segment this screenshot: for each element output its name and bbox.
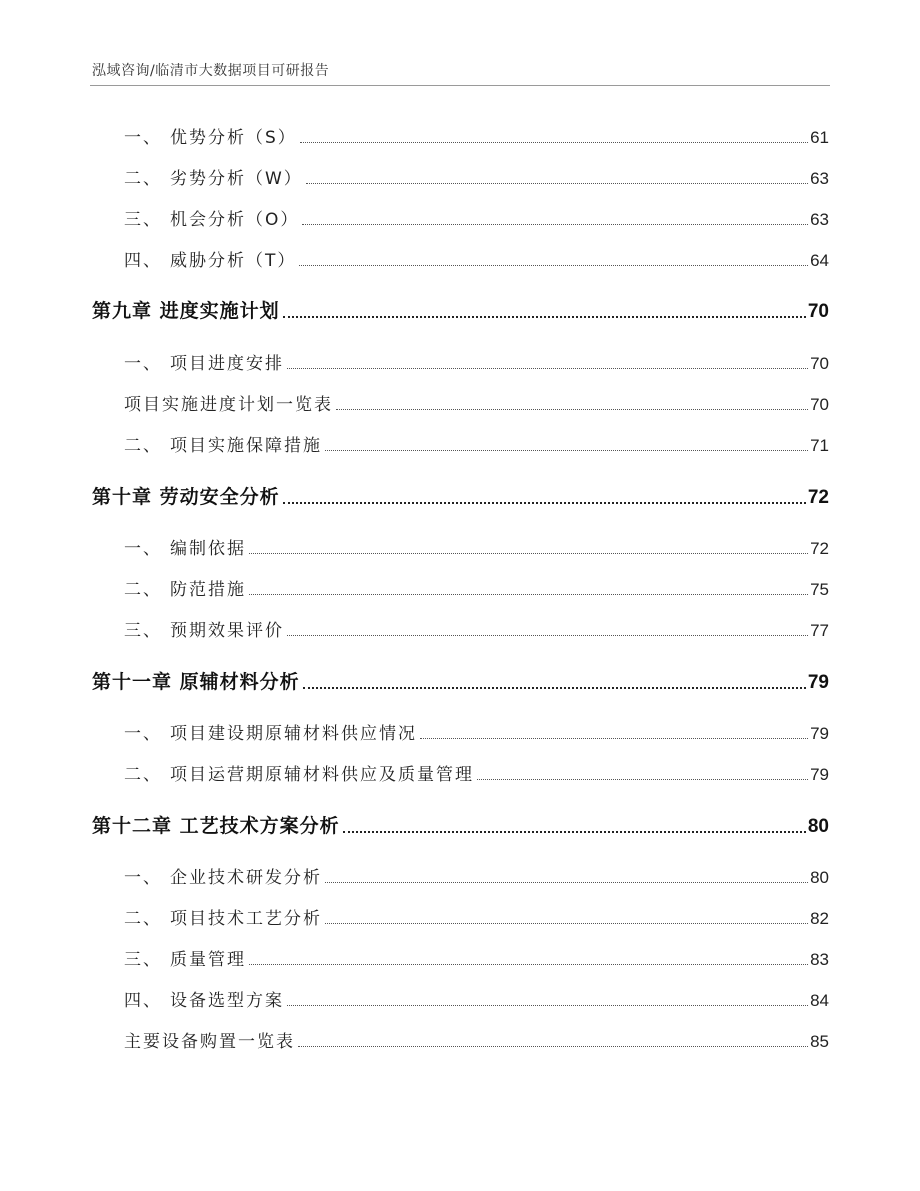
toc-entry-title: 防范措施 xyxy=(170,580,246,600)
toc-entry-title: 劣势分析（W） xyxy=(170,169,303,189)
toc-dot-leader xyxy=(249,553,808,554)
toc-section-entry[interactable] xyxy=(124,946,829,970)
toc-entry-number: 一、 xyxy=(124,128,162,148)
toc-page-number: 63 xyxy=(810,169,829,188)
toc-dot-leader xyxy=(302,224,808,225)
toc-page-number: 85 xyxy=(810,1032,829,1051)
toc-page-number: 71 xyxy=(810,436,829,455)
toc-section-entry[interactable] xyxy=(124,206,829,230)
toc-entry-label xyxy=(124,534,246,559)
toc-entry-number: 二、 xyxy=(124,580,162,600)
toc-dot-leader xyxy=(477,779,808,780)
toc-entry-number: 四、 xyxy=(124,991,162,1011)
toc-entry-label xyxy=(124,945,246,970)
toc-dot-leader xyxy=(287,1005,808,1006)
toc-section-entry[interactable] xyxy=(124,391,829,415)
toc-entry-number: 二、 xyxy=(124,436,162,456)
toc-section-entry[interactable] xyxy=(124,124,829,148)
toc-dot-leader xyxy=(325,450,808,451)
toc-page-number: 61 xyxy=(810,128,829,147)
toc-dot-leader xyxy=(283,502,806,504)
toc-entry-title: 主要设备购置一览表 xyxy=(124,1032,295,1052)
toc-dot-leader xyxy=(325,882,808,883)
toc-entry-label xyxy=(124,164,303,189)
toc-entry-title: 威胁分析（T） xyxy=(170,251,297,271)
toc-entry-label xyxy=(92,482,280,509)
toc-dot-leader xyxy=(420,738,808,739)
toc-dot-leader xyxy=(287,368,808,369)
toc-page-number: 79 xyxy=(807,672,829,693)
toc-entry-title: 项目实施进度计划一览表 xyxy=(124,395,333,415)
toc-entry-title: 第九章 进度实施计划 xyxy=(92,300,280,322)
toc-page-number: 70 xyxy=(807,301,829,322)
toc-page-number: 70 xyxy=(810,354,829,373)
toc-page-number: 80 xyxy=(807,816,829,837)
toc-entry-label xyxy=(92,296,280,323)
toc-entry-number: 一、 xyxy=(124,868,162,888)
toc-entry-title: 项目进度安排 xyxy=(170,354,284,374)
toc-page-number: 64 xyxy=(810,251,829,270)
toc-entry-title: 编制依据 xyxy=(170,539,246,559)
toc-page-number: 79 xyxy=(810,765,829,784)
toc-dot-leader xyxy=(283,316,806,318)
toc-chapter-entry[interactable] xyxy=(92,297,829,323)
toc-dot-leader xyxy=(303,687,806,689)
toc-entry-number: 二、 xyxy=(124,169,162,189)
toc-entry-label xyxy=(124,246,296,271)
toc-section-entry[interactable] xyxy=(124,617,829,641)
toc-dot-leader xyxy=(249,594,808,595)
header-divider xyxy=(90,85,830,86)
toc-entry-title: 预期效果评价 xyxy=(170,621,284,641)
toc-page-number: 80 xyxy=(810,868,829,887)
toc-entry-title: 第十一章 原辅材料分析 xyxy=(92,671,300,693)
toc-entry-title: 优势分析（S） xyxy=(170,128,297,148)
toc-page-number: 79 xyxy=(810,724,829,743)
toc-dot-leader xyxy=(287,635,808,636)
toc-entry-label xyxy=(92,811,340,838)
toc-dot-leader xyxy=(306,183,808,184)
toc-entry-label xyxy=(124,123,297,148)
toc-section-entry[interactable] xyxy=(124,576,829,600)
toc-section-entry[interactable] xyxy=(124,350,829,374)
toc-entry-label xyxy=(124,205,299,230)
toc-section-entry[interactable] xyxy=(124,165,829,189)
toc-entry-title: 机会分析（O） xyxy=(170,210,300,230)
toc-entry-label xyxy=(124,1027,295,1052)
toc-entry-number: 一、 xyxy=(124,724,162,744)
toc-dot-leader xyxy=(343,831,806,833)
toc-page-number: 82 xyxy=(810,909,829,928)
toc-entry-label xyxy=(124,719,417,744)
toc-entry-number: 二、 xyxy=(124,765,162,785)
toc-page-number: 77 xyxy=(810,621,829,640)
toc-entry-label xyxy=(124,575,246,600)
toc-dot-leader xyxy=(298,1046,808,1047)
toc-dot-leader xyxy=(300,142,808,143)
toc-entry-label xyxy=(124,390,333,415)
toc-page-number: 72 xyxy=(810,539,829,558)
toc-entry-title: 项目建设期原辅材料供应情况 xyxy=(170,724,417,744)
toc-section-entry[interactable] xyxy=(124,905,829,929)
toc-section-entry[interactable] xyxy=(124,535,829,559)
toc-section-entry[interactable] xyxy=(124,987,829,1011)
toc-entry-number: 四、 xyxy=(124,251,162,271)
toc-page-number: 83 xyxy=(810,950,829,969)
toc-entry-title: 第十二章 工艺技术方案分析 xyxy=(92,815,340,837)
toc-entry-title: 设备选型方案 xyxy=(170,991,284,1011)
toc-page-number: 72 xyxy=(807,487,829,508)
toc-page-number: 75 xyxy=(810,580,829,599)
toc-dot-leader xyxy=(249,964,808,965)
toc-dot-leader xyxy=(325,923,808,924)
toc-entry-label xyxy=(124,904,322,929)
toc-entry-label xyxy=(124,616,284,641)
toc-page-number: 70 xyxy=(810,395,829,414)
toc-entry-label xyxy=(124,863,322,888)
toc-section-entry[interactable] xyxy=(124,432,829,456)
toc-entry-title: 项目技术工艺分析 xyxy=(170,909,322,929)
toc-section-entry[interactable] xyxy=(124,247,829,271)
toc-entry-title: 第十章 劳动安全分析 xyxy=(92,486,280,508)
toc-chapter-entry[interactable] xyxy=(92,483,829,509)
toc-entry-label xyxy=(124,431,322,456)
toc-entry-number: 三、 xyxy=(124,210,162,230)
toc-entry-label xyxy=(92,667,300,694)
toc-entry-number: 二、 xyxy=(124,909,162,929)
toc-section-entry[interactable] xyxy=(124,1028,829,1052)
toc-entry-number: 一、 xyxy=(124,354,162,374)
toc-section-entry[interactable] xyxy=(124,720,829,744)
toc-entry-title: 质量管理 xyxy=(170,950,246,970)
toc-chapter-entry[interactable] xyxy=(92,812,829,838)
toc-entry-label xyxy=(124,349,284,374)
toc-entry-title: 企业技术研发分析 xyxy=(170,868,322,888)
toc-entry-number: 三、 xyxy=(124,950,162,970)
toc-page-number: 84 xyxy=(810,991,829,1010)
toc-entry-title: 项目实施保障措施 xyxy=(170,436,322,456)
toc-dot-leader xyxy=(299,265,808,266)
toc-section-entry[interactable] xyxy=(124,761,829,785)
toc-entry-number: 三、 xyxy=(124,621,162,641)
page-header: 泓域咨询/临清市大数据项目可研报告 xyxy=(92,63,330,79)
toc-entry-label xyxy=(124,760,474,785)
toc-entry-title: 项目运营期原辅材料供应及质量管理 xyxy=(170,765,474,785)
toc-chapter-entry[interactable] xyxy=(92,668,829,694)
toc-entry-number: 一、 xyxy=(124,539,162,559)
toc-page-number: 63 xyxy=(810,210,829,229)
toc-dot-leader xyxy=(336,409,808,410)
toc-entry-label xyxy=(124,986,284,1011)
toc-section-entry[interactable] xyxy=(124,864,829,888)
